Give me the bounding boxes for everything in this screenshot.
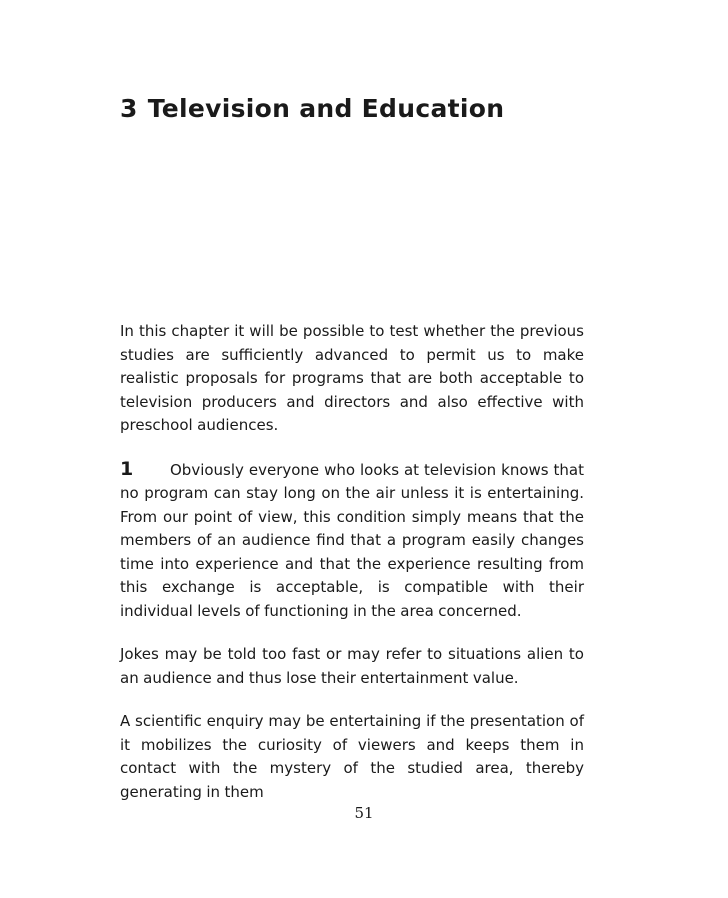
page-number: 51	[354, 804, 374, 822]
paragraph-text: Obviously everyone who looks at television knows that no program can stay long on the air unless it is entertaining. From our point of view, this condition simply means that the members of an audience find that a program easily changes time into experience and that the experience resulting from this exchange is acceptable, is compatible with their individual levels of functioning in the area concerned.	[120, 460, 584, 620]
paragraph-intro	[120, 320, 584, 438]
paragraph-jokes	[120, 643, 584, 690]
paragraph-text: Jokes may be told too fast or may refer to situations alien to an audience and thus lose their entertainment value.	[120, 645, 584, 687]
chapter-title: Television and Education	[147, 94, 505, 123]
body-text	[120, 320, 584, 824]
chapter-number: 3	[120, 94, 138, 123]
chapter-heading	[120, 94, 504, 123]
paragraph-1	[120, 458, 584, 624]
paragraph-text: A scientific enquiry may be entertaining if the presentation of it mobilizes the curiosity of viewers and keeps them in contact with the mystery of the studied area, thereby generating in them	[120, 712, 584, 801]
paragraph-number: 1	[120, 457, 134, 480]
paragraph-scientific-enquiry	[120, 710, 584, 804]
paragraph-text: In this chapter it will be possible to test whether the previous studies are sufficiently advanced to permit us to make realistic proposals for programs that are both acceptable to television producers and directors and also effective with preschool audiences.	[120, 322, 584, 434]
